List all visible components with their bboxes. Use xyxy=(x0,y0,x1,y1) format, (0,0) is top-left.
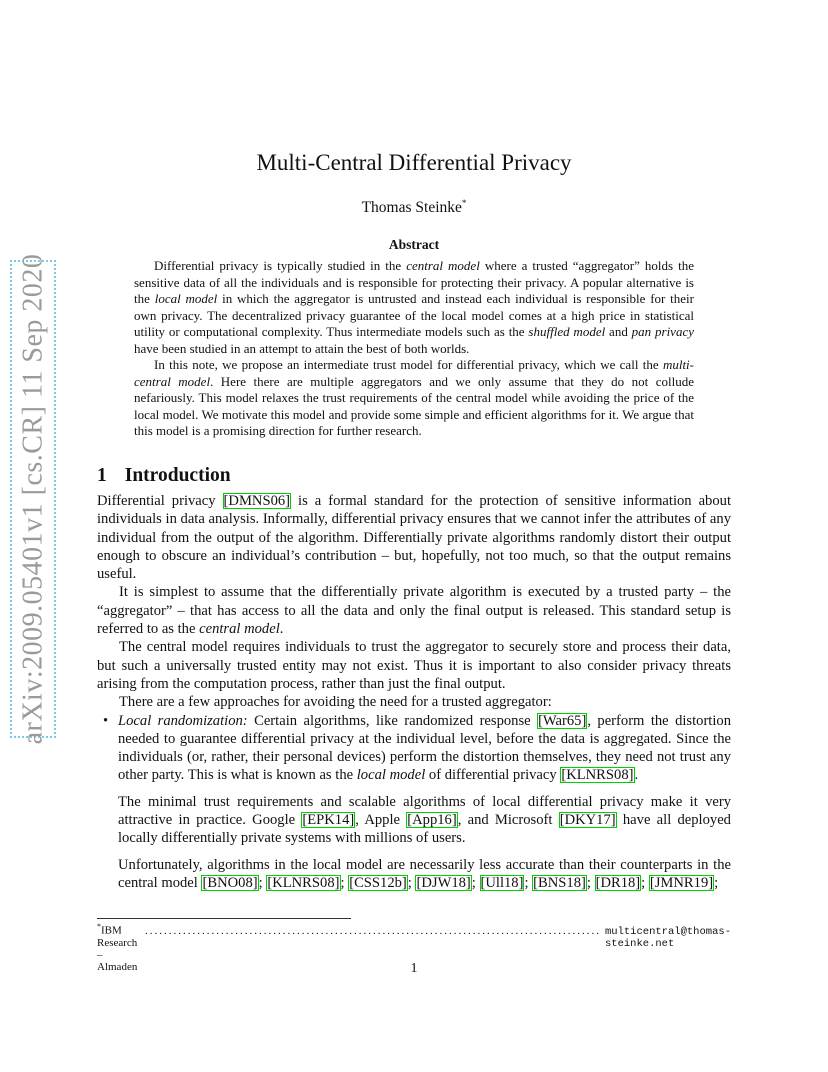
body-text: Certain algorithms, like randomized response xyxy=(247,712,538,729)
citation-link[interactable]: [KLNRS08] xyxy=(267,874,340,891)
abstract-emphasis: multi-central model xyxy=(134,357,694,389)
citation-separator: ; xyxy=(407,874,416,891)
citation-separator: ; xyxy=(586,874,595,891)
citation-link[interactable]: [CSS12b] xyxy=(349,874,407,891)
citation-separator: ; xyxy=(641,874,649,891)
paper-title: Multi-Central Differential Privacy xyxy=(256,150,572,175)
arxiv-identifier-stamp[interactable] xyxy=(10,253,56,745)
body-emphasis: local model xyxy=(356,767,426,784)
bullet-item-local-randomization xyxy=(97,712,731,785)
body-text: , and Microsoft xyxy=(457,812,559,829)
citation-link[interactable]: [App16] xyxy=(407,812,457,829)
citation-link[interactable]: [JMNR19] xyxy=(649,874,714,891)
intro-paragraph-3: The central model requires individuals to trust the aggregator to securely store and process their data, but such a universally trusted entity may not exist. Thus it is important to also consider privacy threats arising from the computation process, rather than just the final output. xyxy=(97,639,731,692)
abstract-emphasis: pan privacy xyxy=(631,324,694,339)
body-text: Unfortunately, algorithms in the local model are necessarily less accurate than their counterparts in the central model xyxy=(118,856,731,891)
body-text: , Apple xyxy=(355,812,407,829)
author-name: Thomas Steinke xyxy=(361,199,462,217)
page-number: 1 xyxy=(410,961,418,976)
abstract-text: and xyxy=(605,324,632,339)
author-line xyxy=(0,198,828,217)
footnote-dot-leader: ................................................................................................ xyxy=(144,924,601,937)
body-text: . xyxy=(279,621,284,638)
abstract-paragraph-1 xyxy=(134,258,694,357)
abstract-text: in which the aggregator is untrusted and instead each individual is responsible for their own privacy. The decentralized privacy guarantee of the local model comes at a high price in statistical utility or computational complexity. Thus intermediate models such as the xyxy=(134,291,694,339)
citation-separator: ; xyxy=(524,874,533,891)
abstract-emphasis: shuffled model xyxy=(528,324,606,339)
abstract-emphasis: local model xyxy=(154,291,218,306)
body-text: The minimal trust requirements and scalable algorithms of local differential privacy make it very attractive in practice. Google xyxy=(118,793,731,829)
citation-link[interactable]: [DMNS06] xyxy=(223,493,291,509)
intro-paragraph-4: There are a few approaches for avoiding the need for a trusted aggregator: xyxy=(119,694,552,711)
footnote-rule xyxy=(97,918,351,919)
abstract-text: where a trusted “aggregator” holds the sensitive data of all the individuals and is responsible for protecting their privacy. A popular alternative is the xyxy=(134,258,694,306)
citation-separator: ; xyxy=(258,874,267,891)
footnote-email[interactable]: multicentral@thomas-steinke.net xyxy=(604,925,731,950)
citation-link[interactable]: [BNO08] xyxy=(202,874,258,891)
abstract-emphasis: central model xyxy=(406,258,480,273)
citation-link[interactable]: [Ull18] xyxy=(480,874,524,891)
body-text: . xyxy=(634,767,639,784)
bullet-subparagraph-2 xyxy=(97,856,731,893)
citation-separator: ; xyxy=(714,874,719,891)
intro-paragraph-1 xyxy=(97,492,731,583)
body-text: Differential privacy xyxy=(97,493,223,509)
bullet-lead: Local randomization: xyxy=(118,712,248,729)
footnote-mark: * xyxy=(97,922,101,931)
section-heading xyxy=(97,465,231,487)
body-text: of differential privacy xyxy=(425,767,561,784)
citation-link[interactable]: [War65] xyxy=(538,712,587,729)
citation-link[interactable]: [BNS18] xyxy=(533,874,586,891)
body-text: have all deployed locally differentially private systems with millions of users. xyxy=(118,812,731,847)
body-text: is a formal standard for the protection of sensitive information about individuals in data analysis. Informally, differential privacy ensures that we cannot infer the attributes of any individual from the output of the algorithm. Differentially private algorithms randomly distort their output enough to obscure an individual’s contribution – but, hopefully, not too much, so that the output remains useful. xyxy=(97,493,732,583)
introduction-body xyxy=(97,492,731,892)
citation-separator: ; xyxy=(471,874,480,891)
arxiv-identifier-text: arXiv:2009.05401v1 [cs.CR] 11 Sep 2020 xyxy=(17,253,49,745)
abstract-heading: Abstract xyxy=(388,237,440,252)
citation-link[interactable]: [DKY17] xyxy=(559,812,616,829)
footnote-affiliation: IBM Research – Almaden xyxy=(97,924,138,973)
section-title: Introduction xyxy=(124,465,231,486)
citation-link[interactable]: [DJW18] xyxy=(416,874,471,891)
abstract-paragraph-2 xyxy=(134,357,694,440)
section-number: 1 xyxy=(97,465,107,486)
bullet-mark: • xyxy=(103,712,109,729)
abstract-text: Differential privacy is typically studied in the xyxy=(154,258,407,273)
citation-separator: ; xyxy=(340,874,349,891)
body-emphasis: central model xyxy=(199,621,280,638)
body-text: , perform the distortion needed to guarantee differential privacy at the individual level, before the data is aggregated. Since the individuals (or, rather, their personal devices) perform the distortion themselves, they need not trust any other party. This is what is known as the xyxy=(118,712,732,784)
body-text: It is simplest to assume that the differentially private algorithm is executed by a trusted party – the “aggregator” – that has access to all the data and only the final output is released. This standard setup is referred to as the xyxy=(97,584,731,638)
abstract-text: have been studied in an attempt to attain the best of both worlds. xyxy=(134,340,470,356)
abstract-body xyxy=(134,258,694,440)
citation-link[interactable]: [KLNRS08] xyxy=(561,767,634,784)
intro-paragraph-2 xyxy=(97,583,731,638)
abstract-text: . Here there are multiple aggregators and we only assume that they do not collude nefariously. This model relaxes the trust requirements of the central model while avoiding the price of the local model. We motivate this model and provide some simple and efficient algorithms for it. We argue that this model is a promising direction for further research. xyxy=(134,373,694,438)
author-footnote-mark[interactable]: * xyxy=(461,198,467,208)
abstract-text: In this note, we propose an intermediate trust model for differential privacy, which we call the xyxy=(154,357,663,372)
bullet-subparagraph-1 xyxy=(97,793,731,848)
citation-link[interactable]: [DR18] xyxy=(595,874,641,891)
citation-link[interactable]: [EPK14] xyxy=(302,812,355,829)
